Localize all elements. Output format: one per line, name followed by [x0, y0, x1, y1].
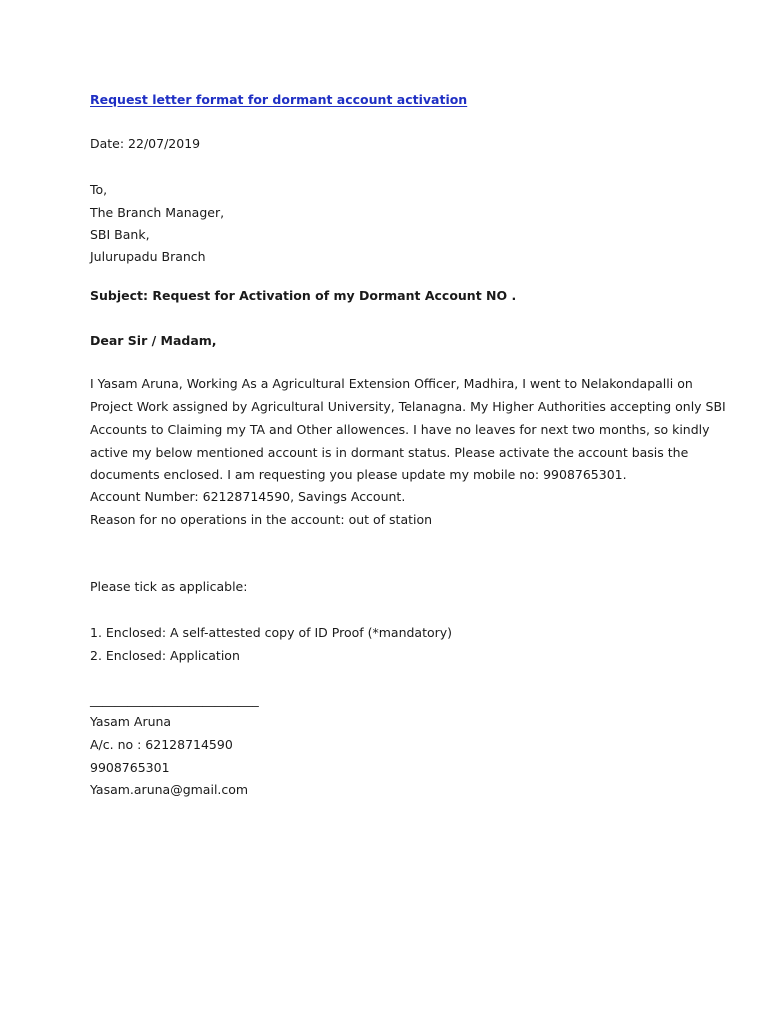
- title-link[interactable]: Request letter format for dormant account activation: [90, 92, 468, 107]
- body-line: I Yasam Aruna, Working As a Agricultural Extension Officer, Madhira, I went to Nelakondapalli on: [90, 376, 693, 391]
- signature-line: ___________________________: [90, 692, 259, 707]
- recipient-line-1: The Branch Manager,: [90, 205, 225, 220]
- signer-phone: 9908765301: [90, 760, 170, 775]
- signer-name: Yasam Aruna: [90, 714, 172, 729]
- signer-email: Yasam.aruna@gmail.com: [90, 782, 249, 797]
- body-line: active my below mentioned account is in dormant status. Please activate the account basis the: [90, 445, 689, 460]
- date-line: Date: 22/07/2019: [90, 136, 201, 151]
- body-line: documents enclosed. I am requesting you please update my mobile no: 9908765301.: [90, 467, 627, 482]
- enclosure-item: 1. Enclosed: A self-attested copy of ID Proof (*mandatory): [90, 625, 453, 640]
- recipient-to: To,: [90, 182, 108, 197]
- salutation: Dear Sir / Madam,: [90, 333, 217, 348]
- signer-account: A/c. no : 62128714590: [90, 737, 233, 752]
- recipient-line-2: SBI Bank,: [90, 227, 150, 242]
- enclosure-item: 2. Enclosed: Application: [90, 648, 240, 663]
- body-line: Accounts to Claiming my TA and Other allowences. I have no leaves for next two months, so kindly: [90, 422, 710, 437]
- body-line: Project Work assigned by Agricultural University, Telanagna. My Higher Authorities accepting only SBI: [90, 399, 726, 414]
- subject-line: Subject: Request for Activation of my Dormant Account NO .: [90, 288, 517, 303]
- account-number-line: Account Number: 62128714590, Savings Account.: [90, 489, 406, 504]
- tick-prompt: Please tick as applicable:: [90, 579, 248, 594]
- reason-line: Reason for no operations in the account: out of station: [90, 512, 433, 527]
- recipient-line-3: Julurupadu Branch: [90, 249, 206, 264]
